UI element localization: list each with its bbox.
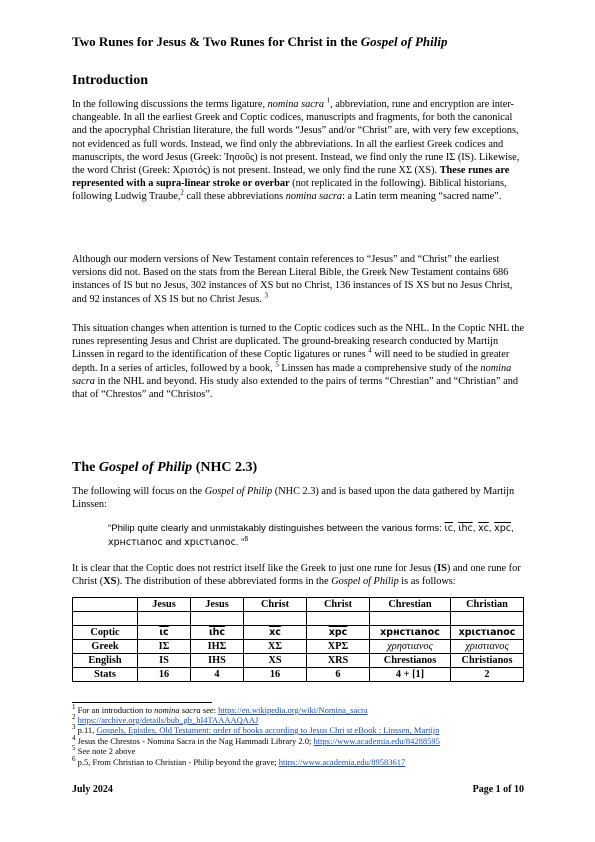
- linssen-quote: “Philip quite clearly and unmistakably distinguishes between the various forms: $\overline{\iota c}$, $\overline{\iota hc}$, $\overline{xc}$, $\overline{xpc}$, xpнcтιanoc and xpιcтιanoc. “$^6$: [108, 523, 514, 548]
- intro-paragraph-1: In the following discussions the terms ligature, nomina sacra $^1$, abbreviation, rune and encryption are inter-changeable. In all the earliest Greek and Coptic codices, manuscripts and fragments, for both the canonical and the apocryphal Christian literature, the full words “Jesus” and/or “Christ” are, with very few exceptions, not evidenced as full words. Instead, we find only the abbreviations. In all the earliest Greek codices and manuscripts, the word Jesus (Greek: Ἰησοῦς) is not present. Instead, we find only the rune ΙΣ (IS). Likewise, the word Christ (Greek: Χριστός) is not present. Instead, we only find the rune ΧΣ (XS). These runes are represented with a supra-linear stroke or overbar (not replicated in the following). Biblical historians, following Ludwig Traube,$^2$ call these abbreviations nomina sacra: a Latin term meaning “sacred name”.: [72, 96, 520, 203]
- footnote-ref[interactable]: 3: [264, 291, 268, 300]
- footnote-1: $^1$ For an introduction to nomina sacra see: https://en.wikipedia.org/wiki/Nomina_sacra: [72, 703, 368, 715]
- footnote-ref[interactable]: 2: [180, 189, 184, 197]
- table-row: Coptic $\overline{\iota c}$ $\overline{\iota hc}$ $\overline{xc}$ $\overline{xpc}$ xpнcтιanoc xpιcтιanoc: [73, 626, 524, 640]
- footnote-link[interactable]: https://en.wikipedia.org/wiki/Nomina_sacra: [218, 705, 368, 715]
- footnote-ref[interactable]: 6: [244, 535, 249, 543]
- table-row: English IS IHS XS XRS Chrestianos Christianos: [73, 654, 524, 668]
- table-header-row: Jesus Jesus Christ Christ Chrestian Christian: [73, 598, 524, 612]
- section-heading-gospel-of-philip: The Gospel of Philip (NHC 2.3): [72, 460, 258, 475]
- footnote-link[interactable]: https://archive.org/details/bub_gb_hI4TAAAAQAAJ: [77, 715, 259, 725]
- footnote-ref[interactable]: 1: [326, 96, 331, 105]
- footnote-5: $^5$ See note 2 above: [72, 744, 136, 756]
- gospel-paragraph-2: It is clear that the Coptic does not restrict itself like the Greek to just one rune for Jesus (IS) and one rune for Christ (XS). The distribution of these abbreviated forms in the Gospel of Philip is as follows:: [72, 563, 521, 588]
- footnote-ref[interactable]: 5: [275, 360, 279, 369]
- footnote-ref[interactable]: 4: [368, 346, 372, 355]
- section-heading-introduction: Introduction: [72, 73, 148, 88]
- footnote-3: $^3$ p.11, Gospels, Epistles, Old Testament: order of books according to Jesus Chri st eBook : Linssen, Martijn: [72, 723, 440, 735]
- intro-paragraph-3: This situation changes when attention is turned to the Coptic codices such as the NHL. In the Coptic NHL the runes representing Jesus and Christ are duplicated. The ground-breaking research conducted by Martijn Linssen in regard to the identification of these Coptic ligatures or runes $^4$ will need to be studied in greater depth. In a series of articles, followed by a book, $^5$ Linssen has made a comprehensive study of the nomina sacra in the NHL and beyond. His study also extended to the pairs of terms “Chrestian” and “Christian” and that of “Chrestos” and “Christos”.: [72, 323, 525, 401]
- gospel-paragraph-1: The following will focus on the Gospel of Philip (NHC 2.3) and is based upon the data gathered by Martijn Linssen:: [72, 486, 515, 511]
- footnote-divider: [72, 702, 212, 703]
- footer-page-number: Page 1 of 10: [472, 784, 524, 795]
- table-row: Stats 16 4 16 6 4 + [1] 2: [73, 668, 524, 682]
- table-spacer-row: [73, 612, 524, 626]
- footnote-2: $^2$ https://archive.org/details/bub_gb_hI4TAAAAQAAJ: [72, 713, 259, 725]
- distribution-table: [72, 597, 524, 682]
- footnote-link[interactable]: https://www.academia.edu/89583617: [278, 757, 406, 767]
- footnote-6: $^6$ p.5, From Christian to Christian - Philip beyond the grave; https://www.academia.edu/89583617: [72, 755, 406, 767]
- footer-date: July 2024: [72, 784, 113, 795]
- table-row: Greek ΙΣ ΙΗΣ ΧΣ ΧΡΣ χρηστιανος χριστιανος: [73, 640, 524, 654]
- document-title: Two Runes for Jesus & Two Runes for Christ in the Gospel of Philip: [72, 34, 448, 49]
- intro-paragraph-2: Although our modern versions of New Testament contain references to “Jesus” and “Christ” the earliest versions did not. Based on the stats from the Berean Literal Bible, the Greek New Testament contains 686 instances of IS but no Jesus, 302 instances of XS but no Christ, 136 instances of IS XS but no Jesus Christ, and 92 instances of XS IS but no Christ Jesus. $^3$: [72, 254, 513, 305]
- footnote-link[interactable]: https://www.academia.edu/84288595: [313, 736, 440, 746]
- footnote-4: $^4$ Jesus the Chrestos - Nomina Sacra in the Nag Hammadi Library 2.0; https://www.academia.edu/84288595: [72, 734, 440, 746]
- footnote-link[interactable]: Gospels, Epistles, Old Testament: order of books according to Jesus Chri st eBook : Linssen, Martijn: [96, 725, 440, 735]
